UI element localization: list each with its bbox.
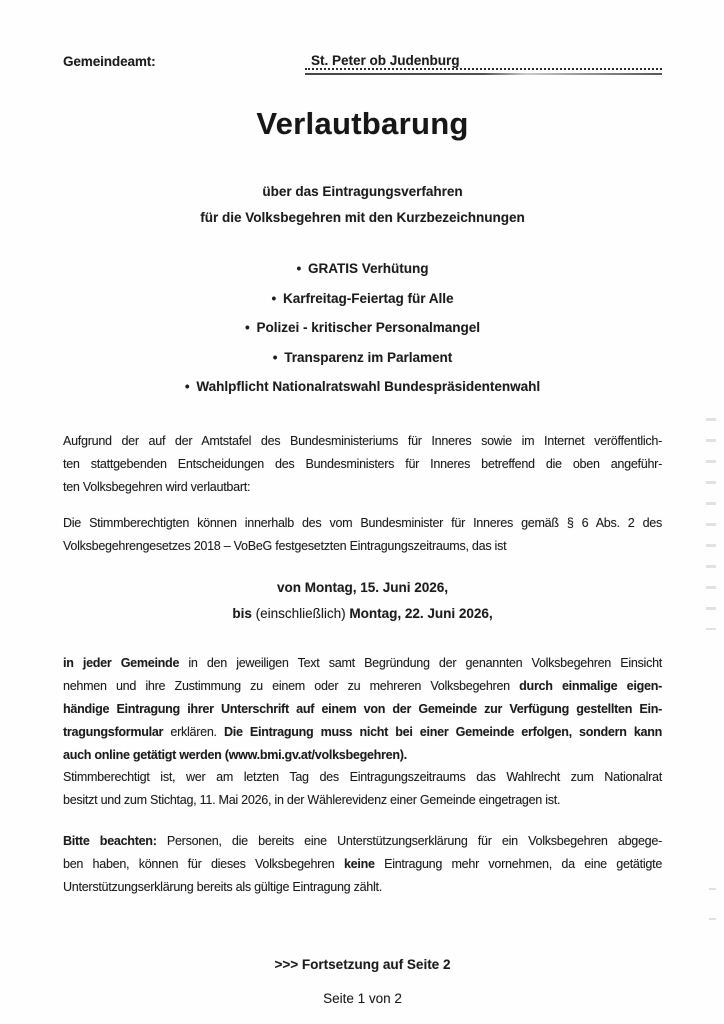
text-line: Unterstützungserklärung bereits als gültige Eintragung zählt. <box>63 880 382 894</box>
paragraph-stimmberechtigt <box>63 766 662 812</box>
eintragung-dates <box>63 575 662 627</box>
text-line: ten Volksbegehren wird verlautbart: <box>63 480 251 494</box>
text-line: • GRATIS Verhütung <box>63 254 662 284</box>
solid-underline <box>305 73 662 75</box>
scan-artifact-speckles <box>706 418 716 630</box>
text-line: Aufgrund der auf der Amtstafel des Bundesministeriums für Inneres sowie im Internet veröffentlich- <box>63 434 662 448</box>
text-line: händige Eintragung ihrer Unterschrift auf einem von der Gemeinde zur Verfügung gestellten Ein- <box>63 702 662 716</box>
scan-artifact-speckles-lower <box>709 888 716 936</box>
text-line: • Karfreitag-Feiertag für Alle <box>63 284 662 314</box>
dotted-leader-line <box>305 68 662 70</box>
paragraph-intro <box>63 430 662 499</box>
text-line: nehmen und ihre Zustimmung zu einem oder zu mehreren Volksbegehren durch einmalige eigen- <box>63 679 662 693</box>
text-line: Stimmberechtigt ist, wer am letzten Tag des Eintragungszeitraums das Wahlrecht zum Nationalrat <box>63 770 662 784</box>
gemeindeamt-label: Gemeindeamt: <box>63 54 156 69</box>
text-line: • Transparenz im Parlament <box>63 343 662 373</box>
text-line: Volksbegehrengesetzes 2018 – VoBeG festgesetzten Eintragungszeitraums, das ist <box>63 539 507 553</box>
page-number: Seite 1 von 2 <box>323 991 402 1006</box>
text-line: für die Volksbegehren mit den Kurzbezeichnungen <box>200 210 525 225</box>
gemeindeamt-value: St. Peter ob Judenburg <box>311 53 460 68</box>
text-line: Die Stimmberechtigten können innerhalb des vom Bundesminister für Inneres gemäß § 6 Abs. 2 des <box>63 516 662 530</box>
text-line: ben haben, können für dieses Volksbegehren keine Eintragung mehr vornehmen, da eine getätigte <box>63 857 663 871</box>
text-line: von Montag, 15. Juni 2026, <box>276 580 449 595</box>
continuation-note: >>> Fortsetzung auf Seite 2 <box>274 957 451 972</box>
volksbegehren-list <box>63 254 662 402</box>
text-line: ten stattgebenden Entscheidungen des Bundesministers für Inneres betreffend die oben angeführ- <box>63 457 662 471</box>
document-subtitle <box>63 179 662 231</box>
text-line: bis (einschließlich) Montag, 22. Juni 2026, <box>232 606 493 621</box>
text-line: in jeder Gemeinde in den jeweiligen Text samt Begründung der genannten Volksbegehren Einsicht <box>63 656 663 670</box>
text-line: • Wahlpflicht Nationalratswahl Bundespräsidentenwahl <box>63 372 662 402</box>
text-line: über das Eintragungsverfahren <box>262 184 463 199</box>
paragraph-bitte-beachten <box>63 830 662 899</box>
header-row <box>63 46 662 76</box>
text-line: tragungsformular erklären. Die Eintragung muss nicht bei einer Gemeinde erfolgen, sondern kann <box>63 725 662 739</box>
paragraph-gemeinde-eintragung <box>63 652 662 767</box>
document-title: Verlautbarung <box>256 106 469 141</box>
text-line: • Polizei - kritischer Personalmangel <box>63 313 662 343</box>
paragraph-zeitraum <box>63 512 662 558</box>
text-line: auch online getätigt werden (www.bmi.gv.at/volksbegehren). <box>63 748 407 762</box>
text-line: Bitte beachten: Personen, die bereits eine Unterstützungserklärung für ein Volksbegehren abgege- <box>63 834 663 848</box>
gemeindeamt-field <box>305 46 662 76</box>
text-line: besitzt und zum Stichtag, 11. Mai 2026, in der Wählerevidenz einer Gemeinde eingetragen ist. <box>63 793 561 807</box>
